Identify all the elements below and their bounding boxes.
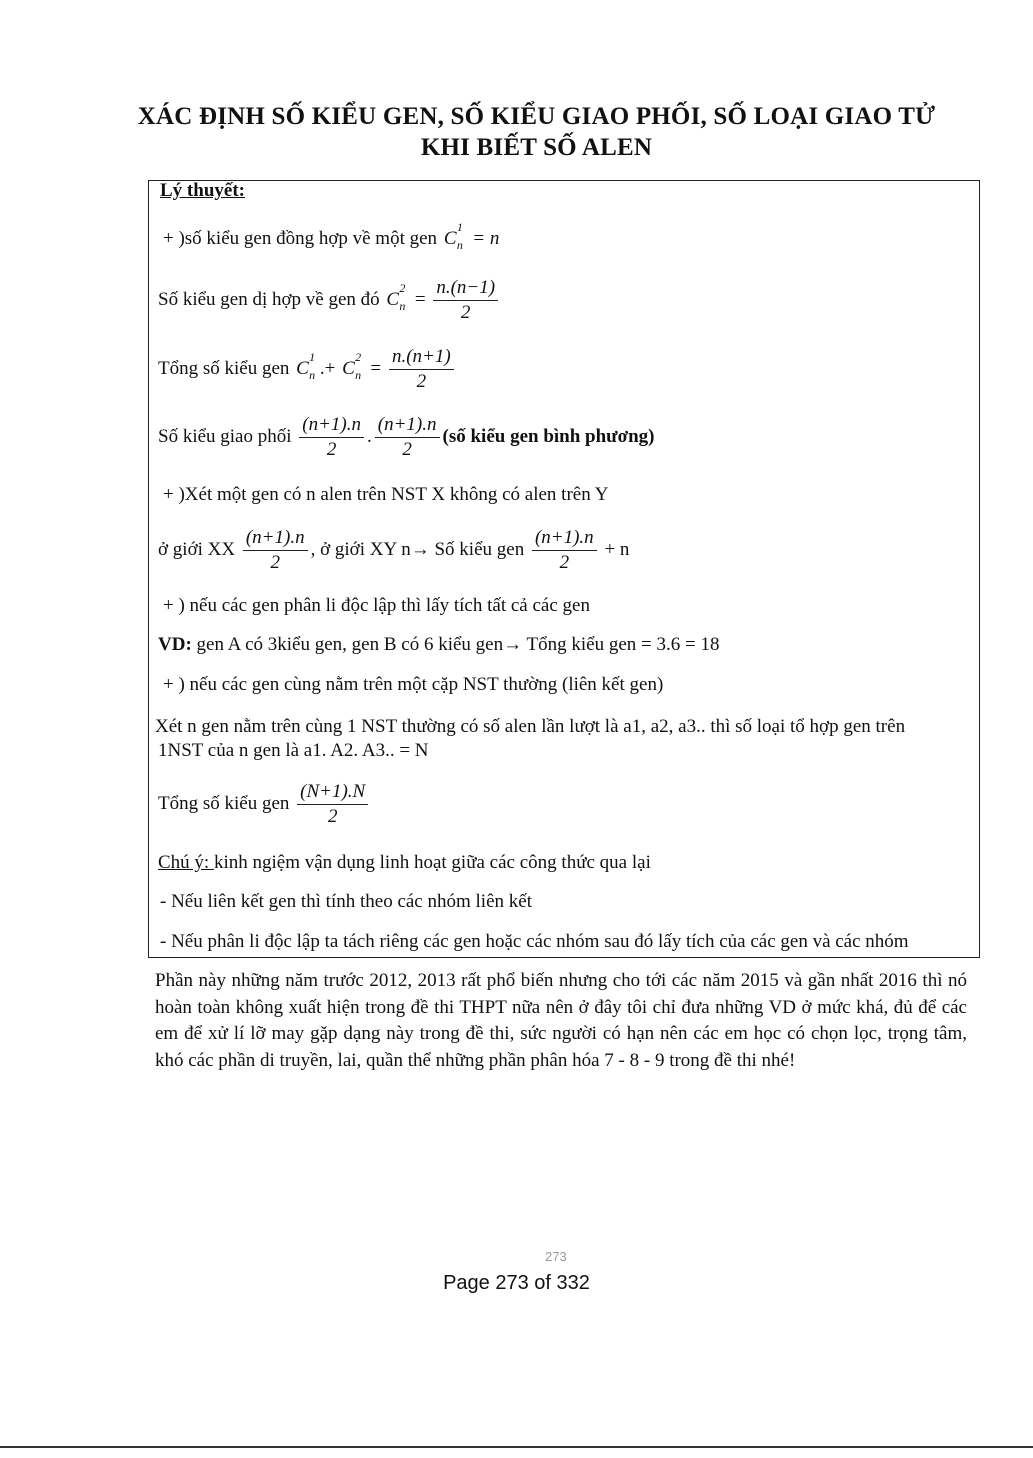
combination-c-n-2-b: C 2 n — [342, 349, 362, 382]
example-line — [158, 634, 719, 656]
note-linked-line: - Nếu liên kết gen thì tính theo các nhóm liên kết — [160, 891, 532, 912]
plus-n: + n — [604, 538, 630, 560]
x-linked-formula-line — [158, 526, 629, 575]
heterozygous-fraction: $\frac{n.(n-1)}{2}$ — [433, 276, 498, 325]
note-text: kinh ngiệm vận dụng linh hoạt giữa các công thức qua lại — [213, 852, 651, 873]
bottom-border — [0, 1446, 1033, 1448]
example-text: gen A có 3kiểu gen, gen B có 6 kiểu gen→ Tổng kiểu gen = 3.6 = 18 — [191, 634, 720, 655]
mating-types-line: Số kiểu giao phối $\frac{(n+1).n}{2}$ . $\frac{(n+1).n}{2}$ (số kiểu gen bình phương) — [158, 414, 655, 460]
mating-note: (số kiểu gen bình phương) — [442, 425, 655, 447]
note-label: Chú ý: — [158, 852, 214, 873]
xx-text: ở giới XX — [158, 538, 236, 560]
mating-fraction-a: $\frac{(n+1).n}{2}$ — [299, 413, 364, 462]
example-label: VD: — [158, 634, 192, 655]
linked-genes-line: + ) nếu các gen cùng nằm trên một cặp NST thường (liên kết gen) — [163, 674, 664, 695]
total-genotype-fraction: $\frac{n.(n+1)}{2}$ — [389, 345, 454, 394]
heterozygous-text: Số kiểu gen dị hợp về gen đó — [158, 288, 380, 310]
xy-fraction: $\frac{(n+1).n}{2}$ — [532, 526, 597, 575]
x-linked-line: + )Xét một gen có n alen trên NST X không có alen trên Y — [163, 484, 609, 505]
total-n-line — [158, 780, 371, 829]
note-line — [158, 852, 651, 874]
page-title-line-1: XÁC ĐỊNH SỐ KIỂU GEN, SỐ KIỂU GIAO PHỐI, SỐ LOẠI GIAO TỬ — [137, 103, 936, 130]
theory-heading: Lý thuyết: — [160, 180, 245, 201]
page-number-small: 273 — [545, 1249, 567, 1264]
total-n-fraction: $\frac{(N+1).N}{2}$ — [297, 780, 368, 829]
page-title-line-2: KHI BIẾT SỐ ALEN — [420, 134, 653, 161]
xy-text: , ở giới XY n→ Số kiểu gen — [310, 538, 525, 560]
page-footer: Page 273 of 332 — [443, 1272, 590, 1294]
homozygous-text: + )số kiểu gen đồng hợp về một gen — [163, 228, 438, 249]
independent-line: + ) nếu các gen phân li độc lập thì lấy tích tất cả các gen — [163, 595, 590, 616]
heterozygous-line: Số kiểu gen dị hợp về gen đó C 2 n = $\frac{n.(n-1)}{2}$ — [158, 276, 501, 325]
total-genotype-line: Tổng số kiểu gen C 1 n .+ C 2 n = $\frac{n.(n+1)}{2}$ — [158, 345, 457, 394]
total-genotype-text: Tổng số kiểu gen — [158, 357, 290, 379]
n-genes-line-2: 1NST của n gen là a1. A2. A3.. = N — [158, 740, 429, 761]
combination-c-n-1-b: C 1 n — [296, 349, 316, 382]
homozygous-formula: = n — [472, 228, 500, 249]
closing-paragraph: Phần này những năm trước 2012, 2013 rất phổ biến nhưng cho tới các năm 2015 và gần nhất 2016 thì nó hoàn toàn không xuất hiện trong đề thi THPT nữa nên ở đây tôi chỉ đưa những VD ở mức khá, đủ để các em để xử lí lỡ may gặp dạng này trong đề thi, sức người có hạn nên các em học có chọn lọc, trọng tâm, khó các phần di truyền, lai, quần thể những phần phân hóa 7 - 8 - 9 trong đề thi nhé! — [155, 970, 967, 1071]
mating-types-text: Số kiểu giao phối — [158, 425, 292, 447]
xx-fraction: $\frac{(n+1).n}{2}$ — [243, 526, 308, 575]
combination-c-n-1: C 1 n — [443, 220, 463, 252]
homozygous-line — [163, 220, 500, 252]
total-n-text: Tổng số kiểu gen — [158, 792, 290, 814]
note-independent-line: - Nếu phân li độc lập ta tách riêng các gen hoặc các nhóm sau đó lấy tích của các gen và các nhóm — [160, 931, 909, 952]
combination-c-n-2: C 2 n — [386, 280, 406, 313]
mating-fraction-b: $\frac{(n+1).n}{2}$ — [375, 413, 440, 462]
n-genes-line-1: Xét n gen nằm trên cùng 1 NST thường có số alen lần lượt là a1, a2, a3.. thì số loại tổ hợp gen trên — [155, 716, 906, 737]
